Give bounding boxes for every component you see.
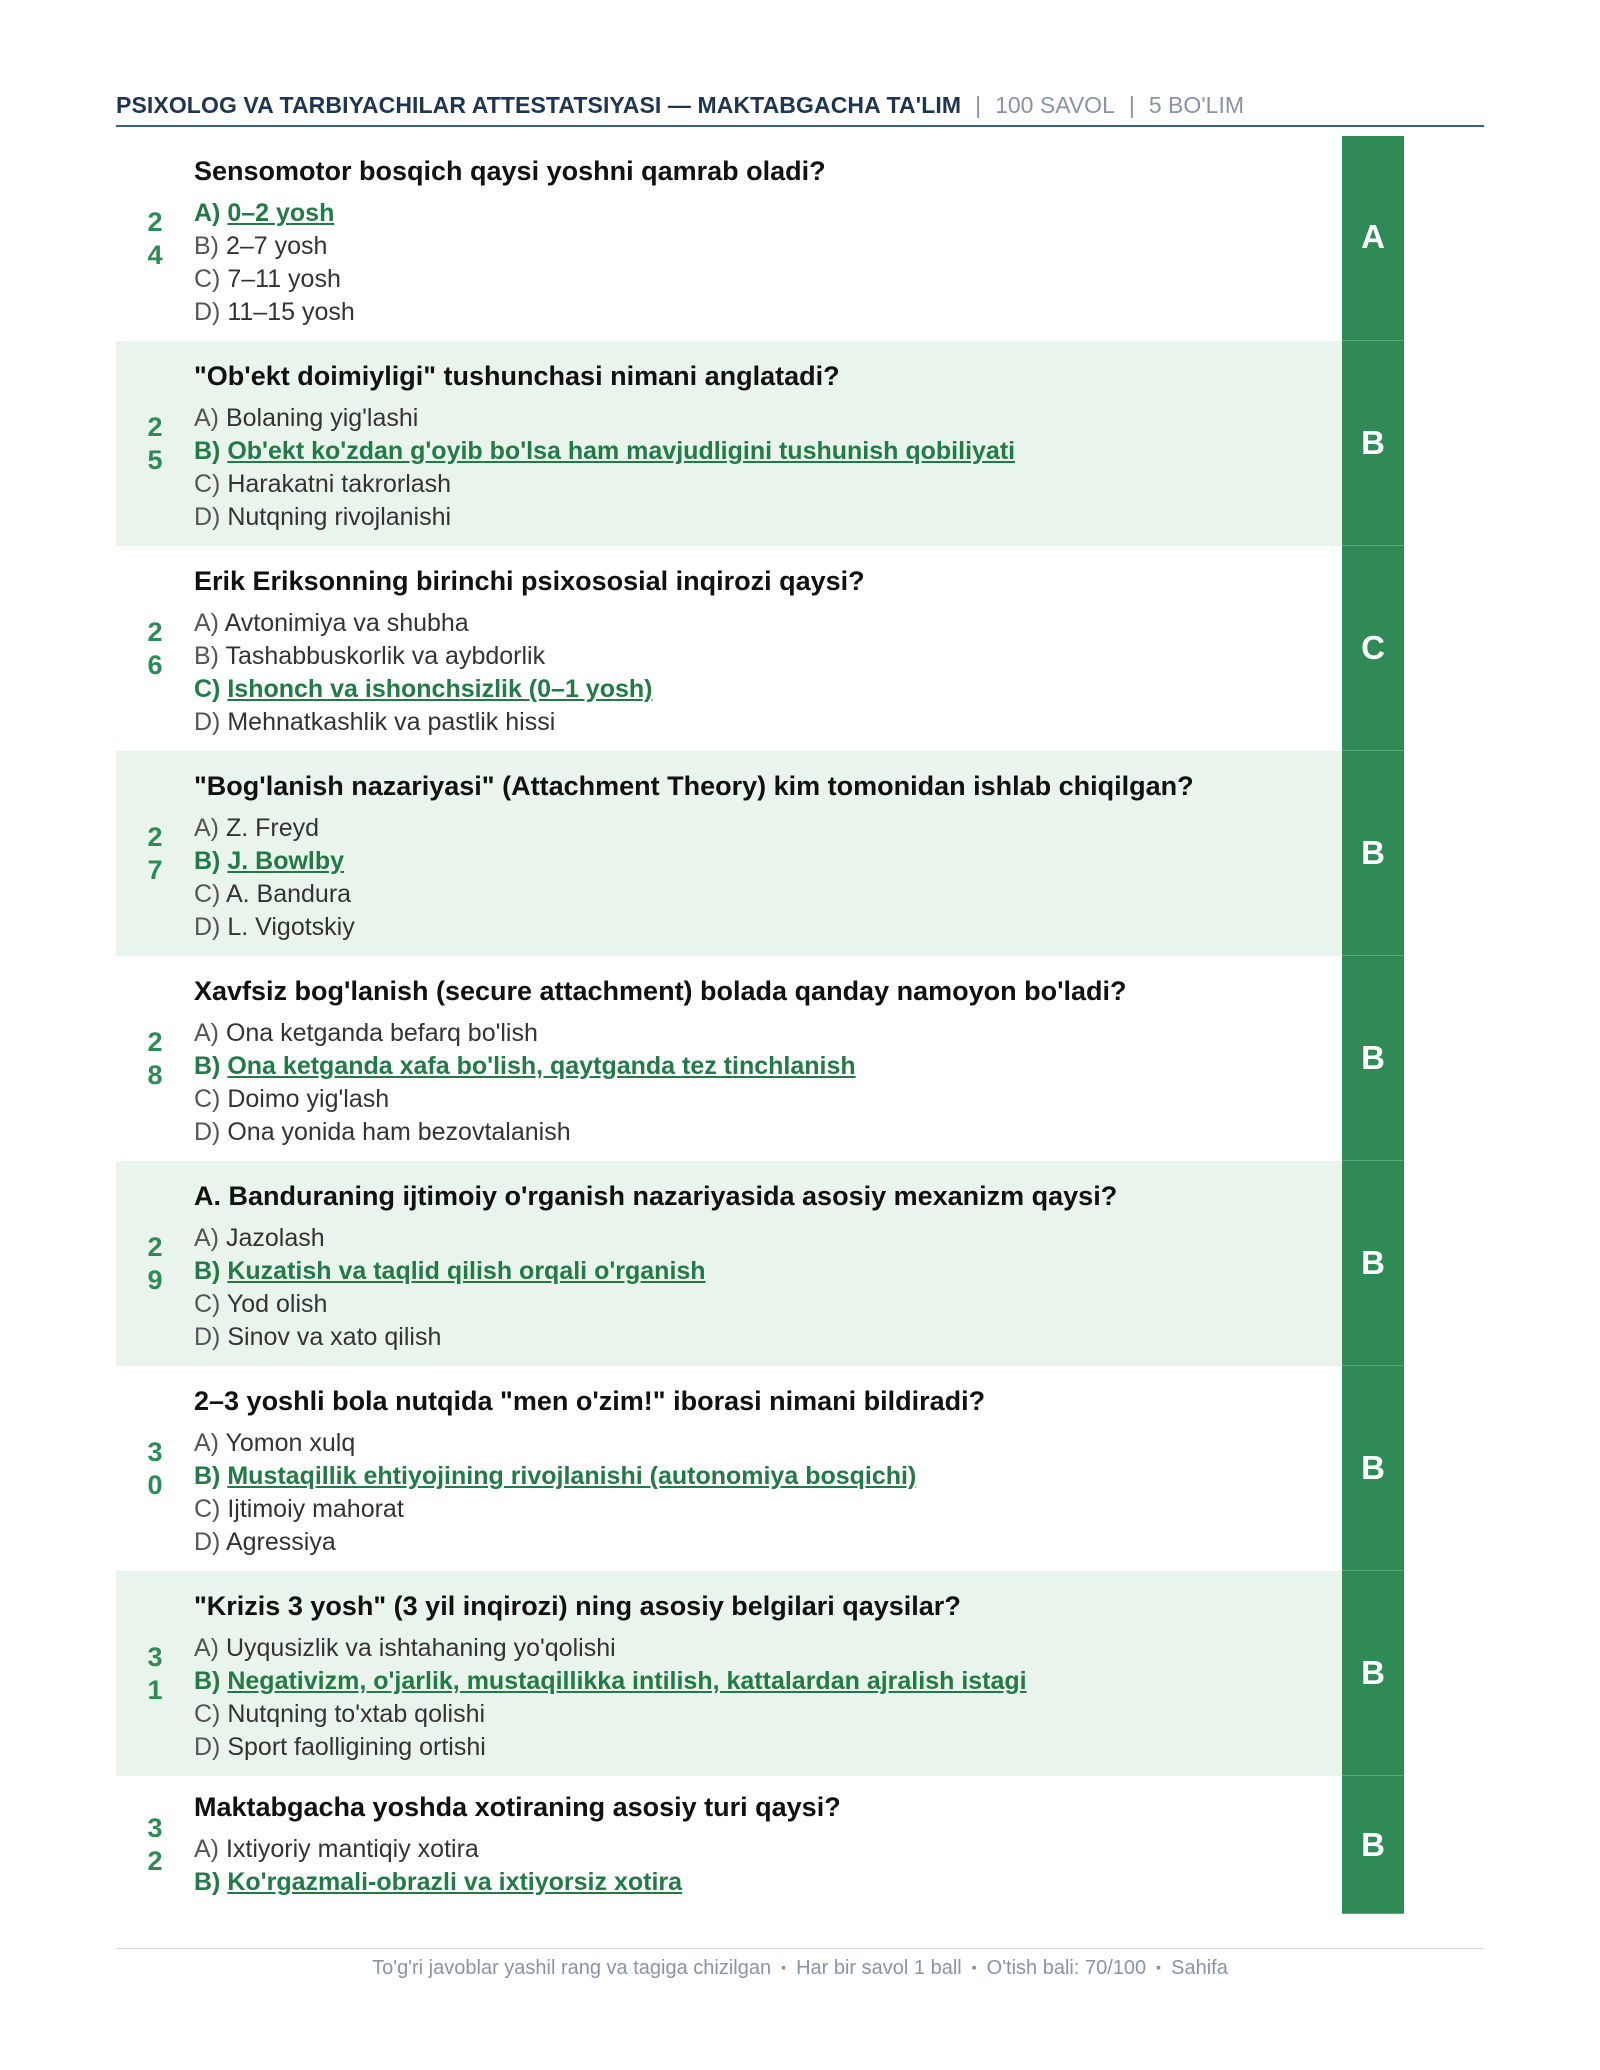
option-text: Sport faolligining ortishi <box>227 1733 486 1761</box>
option-letter: A) <box>194 199 221 227</box>
option-text: Yod olish <box>226 1290 328 1318</box>
question-text: "Bog'lanish nazariyasi" (Attachment Theory) kim tomonidan ishlab chiqilgan? <box>194 771 1194 801</box>
answer-option <box>194 1632 1404 1665</box>
question-number-cell <box>116 1571 194 1776</box>
option-text: Kuzatish va taqlid qilish orqali o'rganish <box>227 1257 706 1285</box>
option-letter: B) <box>194 1052 221 1080</box>
correct-option <box>194 1665 1404 1698</box>
option-letter: B) <box>194 642 219 670</box>
question-item <box>116 546 1404 751</box>
answer-option <box>194 230 1404 263</box>
option-letter: B) <box>194 1257 221 1285</box>
header-separator: | <box>975 92 982 118</box>
option-letter: D) <box>194 708 221 736</box>
option-text: Ixtiyoriy mantiqiy xotira <box>225 1835 479 1863</box>
correct-option <box>194 673 1404 706</box>
question-body <box>194 341 1404 546</box>
question-number: 29 <box>147 1231 163 1295</box>
option-letter: C) <box>194 1290 221 1318</box>
footer-score: Har bir savol 1 ball <box>796 1957 962 1979</box>
option-letter: B) <box>194 232 219 260</box>
option-letter: A) <box>194 1835 219 1863</box>
question-item <box>116 751 1404 956</box>
question-item <box>116 1366 1404 1571</box>
question-number-cell <box>116 136 194 341</box>
section-count: 5 BO'LIM <box>1148 92 1244 118</box>
question-number-cell <box>116 751 194 956</box>
option-letter: B) <box>194 1868 221 1896</box>
answer-option <box>194 706 1404 739</box>
answer-key-badge: B <box>1342 751 1404 956</box>
option-letter: A) <box>194 1429 219 1457</box>
question-number-cell <box>116 1161 194 1366</box>
option-text: 0–2 yosh <box>227 199 335 227</box>
question-body <box>194 1161 1404 1366</box>
option-letter: A) <box>194 404 219 432</box>
option-letter: D) <box>194 1323 221 1351</box>
question-body <box>194 136 1404 341</box>
option-text: L. Vigotskiy <box>227 913 355 941</box>
question-number-cell <box>116 341 194 546</box>
correct-option <box>194 1460 1404 1493</box>
option-text: Ko'rgazmali-obrazli va ixtiyorsiz xotira <box>227 1868 683 1896</box>
option-text: Jazolash <box>225 1224 325 1252</box>
answer-option <box>194 1833 1404 1866</box>
question-number-cell <box>116 956 194 1161</box>
option-letter: A) <box>194 1224 219 1252</box>
option-letter: A) <box>194 814 219 842</box>
option-text: Tashabbuskorlik va aybdorlik <box>225 642 546 670</box>
option-text: Ona yonida ham bezovtalanish <box>227 1118 571 1146</box>
option-letter: A) <box>194 1634 219 1662</box>
option-text: Bolaning yig'lashi <box>225 404 419 432</box>
answer-option <box>194 1698 1404 1731</box>
question-item <box>116 1161 1404 1366</box>
question-body <box>194 1366 1404 1571</box>
answer-key-badge: B <box>1342 1571 1404 1776</box>
answer-option <box>194 812 1404 845</box>
option-letter: C) <box>194 265 221 293</box>
option-text: J. Bowlby <box>227 847 345 875</box>
question-body <box>194 956 1404 1161</box>
question-item <box>116 1776 1404 1914</box>
option-letter: C) <box>194 880 221 908</box>
option-text: Sinov va xato qilish <box>227 1323 442 1351</box>
option-text: Doimo yig'lash <box>227 1085 390 1113</box>
question-body <box>194 1776 1404 1914</box>
option-letter: C) <box>194 1700 221 1728</box>
answer-option <box>194 1321 1404 1354</box>
option-letter: B) <box>194 437 221 465</box>
option-text: Ijtimoiy mahorat <box>227 1495 404 1523</box>
page-header <box>116 92 1484 127</box>
option-text: Avtonimiya va shubha <box>224 609 469 637</box>
option-letter: B) <box>194 1667 221 1695</box>
question-count: 100 SAVOL <box>995 92 1115 118</box>
question-number-cell <box>116 1776 194 1914</box>
option-text: Ona ketganda befarq bo'lish <box>225 1019 538 1047</box>
answer-key-badge: B <box>1342 956 1404 1161</box>
answer-option <box>194 1222 1404 1255</box>
footer-pass: O'tish bali: 70/100 <box>986 1957 1147 1979</box>
question-text: Maktabgacha yoshda xotiraning asosiy turi qaysi? <box>194 1792 841 1822</box>
option-text: Nutqning rivojlanishi <box>227 503 452 531</box>
option-letter: D) <box>194 503 221 531</box>
footer-separator: ▪ <box>781 1959 787 1975</box>
question-number: 28 <box>147 1026 163 1090</box>
footer-note: To'g'ri javoblar yashil rang va tagiga chizilgan <box>372 1957 772 1979</box>
question-number-cell <box>116 1366 194 1571</box>
question-number: 32 <box>147 1813 163 1876</box>
option-text: Nutqning to'xtab qolishi <box>227 1700 486 1728</box>
option-letter: C) <box>194 675 221 703</box>
question-number: 25 <box>147 411 163 475</box>
question-item <box>116 136 1404 341</box>
answer-key-badge: A <box>1342 136 1404 341</box>
question-number-cell <box>116 546 194 751</box>
correct-option <box>194 435 1404 468</box>
option-text: 11–15 yosh <box>227 298 355 326</box>
option-letter: A) <box>194 1019 219 1047</box>
option-text: Mehnatkashlik va pastlik hissi <box>227 708 556 736</box>
answer-option <box>194 1083 1404 1116</box>
option-letter: B) <box>194 1462 221 1490</box>
option-text: Negativizm, o'jarlik, mustaqillikka intilish, kattalardan ajralish istagi <box>227 1667 1027 1695</box>
option-text: Yomon xulq <box>225 1429 356 1457</box>
answer-option <box>194 878 1404 911</box>
option-text: Harakatni takrorlash <box>227 470 452 498</box>
question-text: Erik Eriksonning birinchi psixososial inqirozi qaysi? <box>194 566 865 596</box>
option-text: Ona ketganda xafa bo'lish, qaytganda tez tinchlanish <box>227 1052 856 1080</box>
answer-option <box>194 501 1404 534</box>
option-letter: D) <box>194 1528 221 1556</box>
option-letter: D) <box>194 298 221 326</box>
option-letter: D) <box>194 1118 221 1146</box>
answer-option <box>194 640 1404 673</box>
option-text: Uyqusizlik va ishtahaning yo'qolishi <box>225 1634 616 1662</box>
answer-option <box>194 1493 1404 1526</box>
answer-option <box>194 607 1404 640</box>
question-number: 27 <box>147 821 163 885</box>
option-letter: D) <box>194 1733 221 1761</box>
header-separator: | <box>1128 92 1135 118</box>
answer-key-badge: B <box>1342 1776 1404 1914</box>
answer-option <box>194 1288 1404 1321</box>
option-text: Agressiya <box>225 1528 336 1556</box>
answer-option <box>194 402 1404 435</box>
question-number: 24 <box>147 206 163 270</box>
question-text: Xavfsiz bog'lanish (secure attachment) bolada qanday namoyon bo'ladi? <box>194 976 1127 1006</box>
question-text: 2–3 yoshli bola nutqida "men o'zim!" iborasi nimani bildiradi? <box>194 1386 986 1416</box>
option-text: 7–11 yosh <box>227 265 341 293</box>
correct-option <box>194 197 1404 230</box>
answer-key-badge: B <box>1342 1161 1404 1366</box>
question-body <box>194 1571 1404 1776</box>
answer-option <box>194 296 1404 329</box>
answer-option <box>194 911 1404 944</box>
answer-option <box>194 263 1404 296</box>
question-number: 30 <box>147 1436 163 1500</box>
question-list <box>116 136 1404 1914</box>
option-text: Ob'ekt ko'zdan g'oyib bo'lsa ham mavjudligini tushunish qobiliyati <box>227 437 1016 465</box>
correct-option <box>194 1050 1404 1083</box>
option-text: Mustaqillik ehtiyojining rivojlanishi (autonomiya bosqichi) <box>227 1462 917 1490</box>
question-item <box>116 1571 1404 1776</box>
question-number: 31 <box>147 1641 163 1705</box>
option-letter: C) <box>194 1495 221 1523</box>
option-letter: A) <box>194 609 219 637</box>
answer-option <box>194 1116 1404 1149</box>
answer-option <box>194 1731 1404 1764</box>
answer-key-badge: B <box>1342 1366 1404 1571</box>
option-letter: B) <box>194 847 221 875</box>
correct-option <box>194 1866 1404 1899</box>
question-body <box>194 751 1404 956</box>
answer-option <box>194 1017 1404 1050</box>
correct-option <box>194 845 1404 878</box>
question-text: Sensomotor bosqich qaysi yoshni qamrab oladi? <box>194 156 826 186</box>
footer-page: Sahifa <box>1171 1957 1228 1979</box>
answer-key-badge: B <box>1342 341 1404 546</box>
question-text: "Ob'ekt doimiyligi" tushunchasi nimani anglatadi? <box>194 361 840 391</box>
answer-option <box>194 1427 1404 1460</box>
footer-separator: ▪ <box>971 1959 977 1975</box>
page-footer <box>116 1948 1484 1980</box>
option-text: Ishonch va ishonchsizlik (0–1 yosh) <box>227 675 653 703</box>
option-letter: C) <box>194 470 221 498</box>
answer-option <box>194 468 1404 501</box>
option-letter: C) <box>194 1085 221 1113</box>
option-text: 2–7 yosh <box>225 232 328 260</box>
correct-option <box>194 1255 1404 1288</box>
footer-separator: ▪ <box>1156 1959 1162 1975</box>
question-body <box>194 546 1404 751</box>
answer-option <box>194 1526 1404 1559</box>
question-number: 26 <box>147 616 163 680</box>
answer-key-badge: C <box>1342 546 1404 751</box>
question-text: A. Banduraning ijtimoiy o'rganish nazariyasida asosiy mexanizm qaysi? <box>194 1181 1118 1211</box>
question-item <box>116 341 1404 546</box>
question-item <box>116 956 1404 1161</box>
option-letter: D) <box>194 913 221 941</box>
option-text: A. Bandura <box>225 880 352 908</box>
option-text: Z. Freyd <box>225 814 320 842</box>
document-title: PSIXOLOG VA TARBIYACHILAR ATTESTATSIYASI — MAKTABGACHA TA'LIM <box>116 92 962 118</box>
question-text: "Krizis 3 yosh" (3 yil inqirozi) ning asosiy belgilari qaysilar? <box>194 1591 961 1621</box>
